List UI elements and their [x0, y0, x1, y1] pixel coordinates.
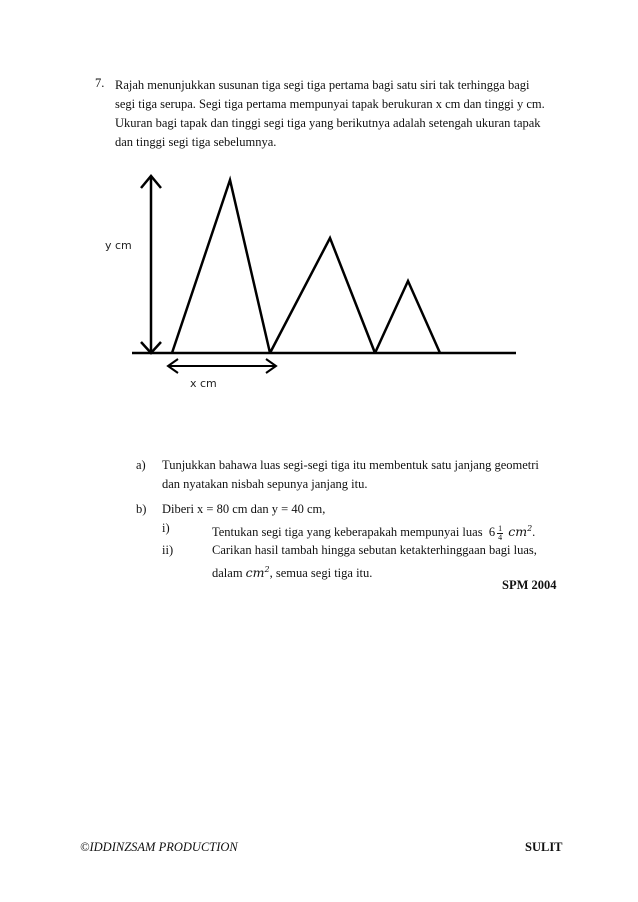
- part-b-i-question: Tentukan segi tiga yang keberapakah mempunyai luas: [212, 525, 483, 540]
- fraction-numerator: 1: [498, 523, 503, 533]
- stem-line: Rajah menunjukkan susunan tiga segi tiga pertama bagi satu siri tak terhingga bagi: [115, 78, 530, 92]
- part-a-line: Tunjukkan bahawa luas segi-segi tiga itu membentuk satu janjang geometri: [162, 458, 539, 472]
- part-b-ii-label: ii): [162, 543, 174, 557]
- base-label: x cm: [190, 377, 217, 390]
- fraction: [497, 525, 503, 542]
- part-b-ii-pre: dalam: [212, 566, 243, 581]
- mixed-number-whole: 6: [488, 525, 496, 540]
- question-number: 7.: [95, 76, 105, 90]
- part-b-label: b): [136, 502, 147, 516]
- footer-credit: ©IDDINZSAM PRODUCTION: [80, 840, 238, 854]
- part-b-i-label: i): [162, 521, 170, 535]
- triangle-2: [270, 238, 375, 353]
- height-label: y cm: [105, 239, 132, 252]
- part-b-i-text: [212, 519, 535, 542]
- sentence-end: .: [532, 525, 536, 540]
- part-a-label: a): [136, 458, 146, 472]
- part-b-ii-line1: Carikan hasil tambah hingga sebutan ketakterhinggaan bagi luas,: [212, 543, 537, 557]
- part-b-given: Diberi x = 80 cm dan y = 40 cm,: [162, 502, 326, 516]
- part-a-line: dan nyatakan nisbah sepunya janjang itu.: [162, 477, 368, 491]
- fraction-denominator: 4: [498, 532, 503, 542]
- area-unit-exponent: 2: [264, 565, 270, 574]
- triangle-3: [375, 281, 440, 353]
- part-a-text: [162, 456, 539, 494]
- exam-source: SPM 2004: [502, 578, 557, 592]
- area-unit: cm: [245, 565, 265, 581]
- stem-line: segi tiga serupa. Segi tiga pertama mempunyai tapak berukuran x cm dan tinggi y cm.: [115, 97, 545, 111]
- stem-line: dan tinggi segi tiga sebelumnya.: [115, 135, 277, 149]
- footer-classification: SULIT: [525, 840, 563, 854]
- part-b-ii-post: , semua segi tiga itu.: [269, 566, 373, 581]
- stem-line: Ukuran bagi tapak dan tinggi segi tiga yang berikutnya adalah setengah ukuran tapak: [115, 116, 541, 130]
- area-unit-exponent: 2: [527, 524, 533, 533]
- triangle-1: [172, 180, 270, 353]
- area-unit: cm: [508, 524, 528, 540]
- part-b-ii-line2: [212, 560, 372, 583]
